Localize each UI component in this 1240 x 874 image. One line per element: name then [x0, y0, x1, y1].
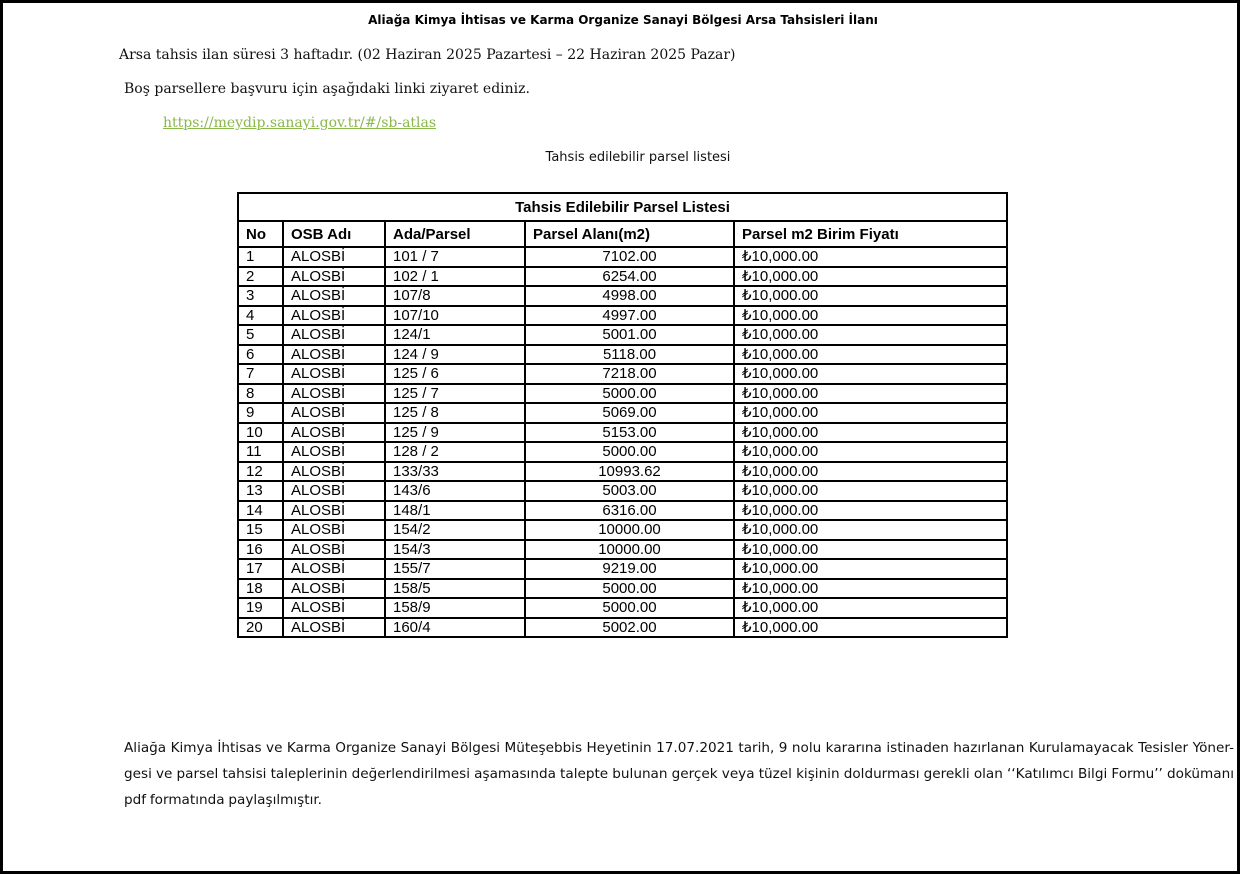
cell-parcel: 128 / 2	[385, 442, 525, 462]
cell-area: 6254.00	[525, 267, 734, 287]
column-header-no: No	[238, 221, 283, 247]
cell-unit-price: ₺10,000.00	[734, 306, 1007, 326]
cell-no: 12	[238, 462, 283, 482]
table-row	[238, 267, 1007, 287]
cell-area: 10000.00	[525, 540, 734, 560]
table-row	[238, 423, 1007, 443]
cell-parcel: 133/33	[385, 462, 525, 482]
table-row	[238, 559, 1007, 579]
parcel-table-body	[238, 247, 1007, 637]
table-row	[238, 286, 1007, 306]
table-row	[238, 247, 1007, 267]
cell-unit-price: ₺10,000.00	[734, 501, 1007, 521]
cell-area: 9219.00	[525, 559, 734, 579]
cell-area: 5000.00	[525, 579, 734, 599]
cell-parcel: 107/8	[385, 286, 525, 306]
cell-osb-name: ALOSBİ	[283, 403, 385, 423]
cell-unit-price: ₺10,000.00	[734, 267, 1007, 287]
table-row	[238, 384, 1007, 404]
cell-area: 10000.00	[525, 520, 734, 540]
footer-line-1: Aliağa Kimya İhtisas ve Karma Organize Sanayi Bölgesi Müteşebbis Heyetinin 17.07.2021 tarih, 9 nolu kararına istinaden hazırlanan Kurulamayacak Tesisler Yöner-	[124, 740, 1234, 756]
cell-unit-price: ₺10,000.00	[734, 540, 1007, 560]
cell-osb-name: ALOSBİ	[283, 598, 385, 618]
cell-unit-price: ₺10,000.00	[734, 423, 1007, 443]
table-caption: Tahsis edilebilir parsel listesi	[545, 150, 731, 165]
cell-osb-name: ALOSBİ	[283, 345, 385, 365]
document-title: Aliağa Kimya İhtisas ve Karma Organize Sanayi Bölgesi Arsa Tahsisleri İlanı	[368, 13, 878, 27]
cell-no: 5	[238, 325, 283, 345]
cell-area: 5003.00	[525, 481, 734, 501]
cell-no: 13	[238, 481, 283, 501]
parcel-table	[237, 192, 1008, 638]
cell-unit-price: ₺10,000.00	[734, 579, 1007, 599]
cell-unit-price: ₺10,000.00	[734, 247, 1007, 267]
cell-osb-name: ALOSBİ	[283, 540, 385, 560]
table-row	[238, 579, 1007, 599]
cell-area: 5069.00	[525, 403, 734, 423]
cell-no: 1	[238, 247, 283, 267]
cell-unit-price: ₺10,000.00	[734, 442, 1007, 462]
cell-parcel: 107/10	[385, 306, 525, 326]
cell-unit-price: ₺10,000.00	[734, 462, 1007, 482]
cell-parcel: 124 / 9	[385, 345, 525, 365]
cell-no: 10	[238, 423, 283, 443]
cell-parcel: 101 / 7	[385, 247, 525, 267]
cell-osb-name: ALOSBİ	[283, 247, 385, 267]
cell-no: 17	[238, 559, 283, 579]
cell-parcel: 154/3	[385, 540, 525, 560]
table-row	[238, 442, 1007, 462]
cell-parcel: 125 / 9	[385, 423, 525, 443]
cell-osb-name: ALOSBİ	[283, 325, 385, 345]
cell-no: 8	[238, 384, 283, 404]
footer-line-2: gesi ve parsel tahsisi taleplerinin değerlendirilmesi aşamasında talepte bulunan gerçek veya tüzel kişinin doldurması gerekli olan ‘‘Katılımcı Bilgi Formu’’ dokümanı	[124, 766, 1234, 782]
footer-paragraph	[124, 735, 1234, 813]
cell-parcel: 124/1	[385, 325, 525, 345]
column-header-unit-price: Parsel m2 Birim Fiyatı	[734, 221, 1007, 247]
cell-unit-price: ₺10,000.00	[734, 618, 1007, 638]
footer-line-3: pdf formatında paylaşılmıştır.	[124, 792, 323, 808]
announcement-period: Arsa tahsis ilan süresi 3 haftadır. (02 Haziran 2025 Pazartesi – 22 Haziran 2025 Pazar)	[119, 47, 736, 63]
cell-no: 4	[238, 306, 283, 326]
cell-parcel: 125 / 6	[385, 364, 525, 384]
table-row	[238, 403, 1007, 423]
cell-no: 15	[238, 520, 283, 540]
cell-no: 19	[238, 598, 283, 618]
cell-parcel: 148/1	[385, 501, 525, 521]
cell-unit-price: ₺10,000.00	[734, 598, 1007, 618]
cell-area: 5000.00	[525, 598, 734, 618]
cell-area: 7102.00	[525, 247, 734, 267]
cell-osb-name: ALOSBİ	[283, 384, 385, 404]
cell-osb-name: ALOSBİ	[283, 286, 385, 306]
cell-area: 5000.00	[525, 384, 734, 404]
table-row	[238, 345, 1007, 365]
cell-parcel: 160/4	[385, 618, 525, 638]
column-header-area: Parsel Alanı(m2)	[525, 221, 734, 247]
cell-no: 20	[238, 618, 283, 638]
cell-no: 2	[238, 267, 283, 287]
cell-osb-name: ALOSBİ	[283, 481, 385, 501]
cell-osb-name: ALOSBİ	[283, 618, 385, 638]
cell-unit-price: ₺10,000.00	[734, 403, 1007, 423]
apply-instruction: Boş parsellere başvuru için aşağıdaki linki ziyaret ediniz.	[124, 81, 530, 97]
cell-no: 18	[238, 579, 283, 599]
cell-area: 6316.00	[525, 501, 734, 521]
cell-parcel: 158/9	[385, 598, 525, 618]
cell-area: 5002.00	[525, 618, 734, 638]
cell-area: 5153.00	[525, 423, 734, 443]
table-row	[238, 481, 1007, 501]
cell-osb-name: ALOSBİ	[283, 423, 385, 443]
cell-area: 5118.00	[525, 345, 734, 365]
cell-area: 4997.00	[525, 306, 734, 326]
table-row	[238, 598, 1007, 618]
cell-osb-name: ALOSBİ	[283, 559, 385, 579]
cell-no: 11	[238, 442, 283, 462]
cell-osb-name: ALOSBİ	[283, 267, 385, 287]
table-row	[238, 618, 1007, 638]
cell-parcel: 154/2	[385, 520, 525, 540]
column-header-osb-name: OSB Adı	[283, 221, 385, 247]
cell-parcel: 155/7	[385, 559, 525, 579]
cell-area: 7218.00	[525, 364, 734, 384]
cell-no: 9	[238, 403, 283, 423]
cell-area: 5001.00	[525, 325, 734, 345]
cell-osb-name: ALOSBİ	[283, 520, 385, 540]
cell-unit-price: ₺10,000.00	[734, 364, 1007, 384]
cell-no: 6	[238, 345, 283, 365]
cell-parcel: 102 / 1	[385, 267, 525, 287]
table-header-row	[238, 221, 1007, 247]
cell-unit-price: ₺10,000.00	[734, 481, 1007, 501]
column-header-parcel: Ada/Parsel	[385, 221, 525, 247]
cell-unit-price: ₺10,000.00	[734, 559, 1007, 579]
cell-unit-price: ₺10,000.00	[734, 520, 1007, 540]
cell-no: 14	[238, 501, 283, 521]
cell-unit-price: ₺10,000.00	[734, 384, 1007, 404]
cell-osb-name: ALOSBİ	[283, 501, 385, 521]
table-row	[238, 306, 1007, 326]
cell-unit-price: ₺10,000.00	[734, 345, 1007, 365]
cell-no: 3	[238, 286, 283, 306]
cell-osb-name: ALOSBİ	[283, 462, 385, 482]
cell-area: 10993.62	[525, 462, 734, 482]
table-row	[238, 520, 1007, 540]
table-row	[238, 501, 1007, 521]
cell-osb-name: ALOSBİ	[283, 306, 385, 326]
cell-parcel: 125 / 7	[385, 384, 525, 404]
table-row	[238, 364, 1007, 384]
table-title: Tahsis Edilebilir Parsel Listesi	[238, 193, 1007, 221]
cell-parcel: 143/6	[385, 481, 525, 501]
cell-osb-name: ALOSBİ	[283, 442, 385, 462]
cell-parcel: 158/5	[385, 579, 525, 599]
cell-no: 7	[238, 364, 283, 384]
meydip-link[interactable]: https://meydip.sanayi.gov.tr/#/sb-atlas	[163, 115, 437, 131]
cell-unit-price: ₺10,000.00	[734, 286, 1007, 306]
cell-area: 5000.00	[525, 442, 734, 462]
cell-osb-name: ALOSBİ	[283, 579, 385, 599]
cell-osb-name: ALOSBİ	[283, 364, 385, 384]
table-row	[238, 540, 1007, 560]
cell-unit-price: ₺10,000.00	[734, 325, 1007, 345]
table-row	[238, 462, 1007, 482]
table-row	[238, 325, 1007, 345]
cell-no: 16	[238, 540, 283, 560]
cell-area: 4998.00	[525, 286, 734, 306]
cell-parcel: 125 / 8	[385, 403, 525, 423]
